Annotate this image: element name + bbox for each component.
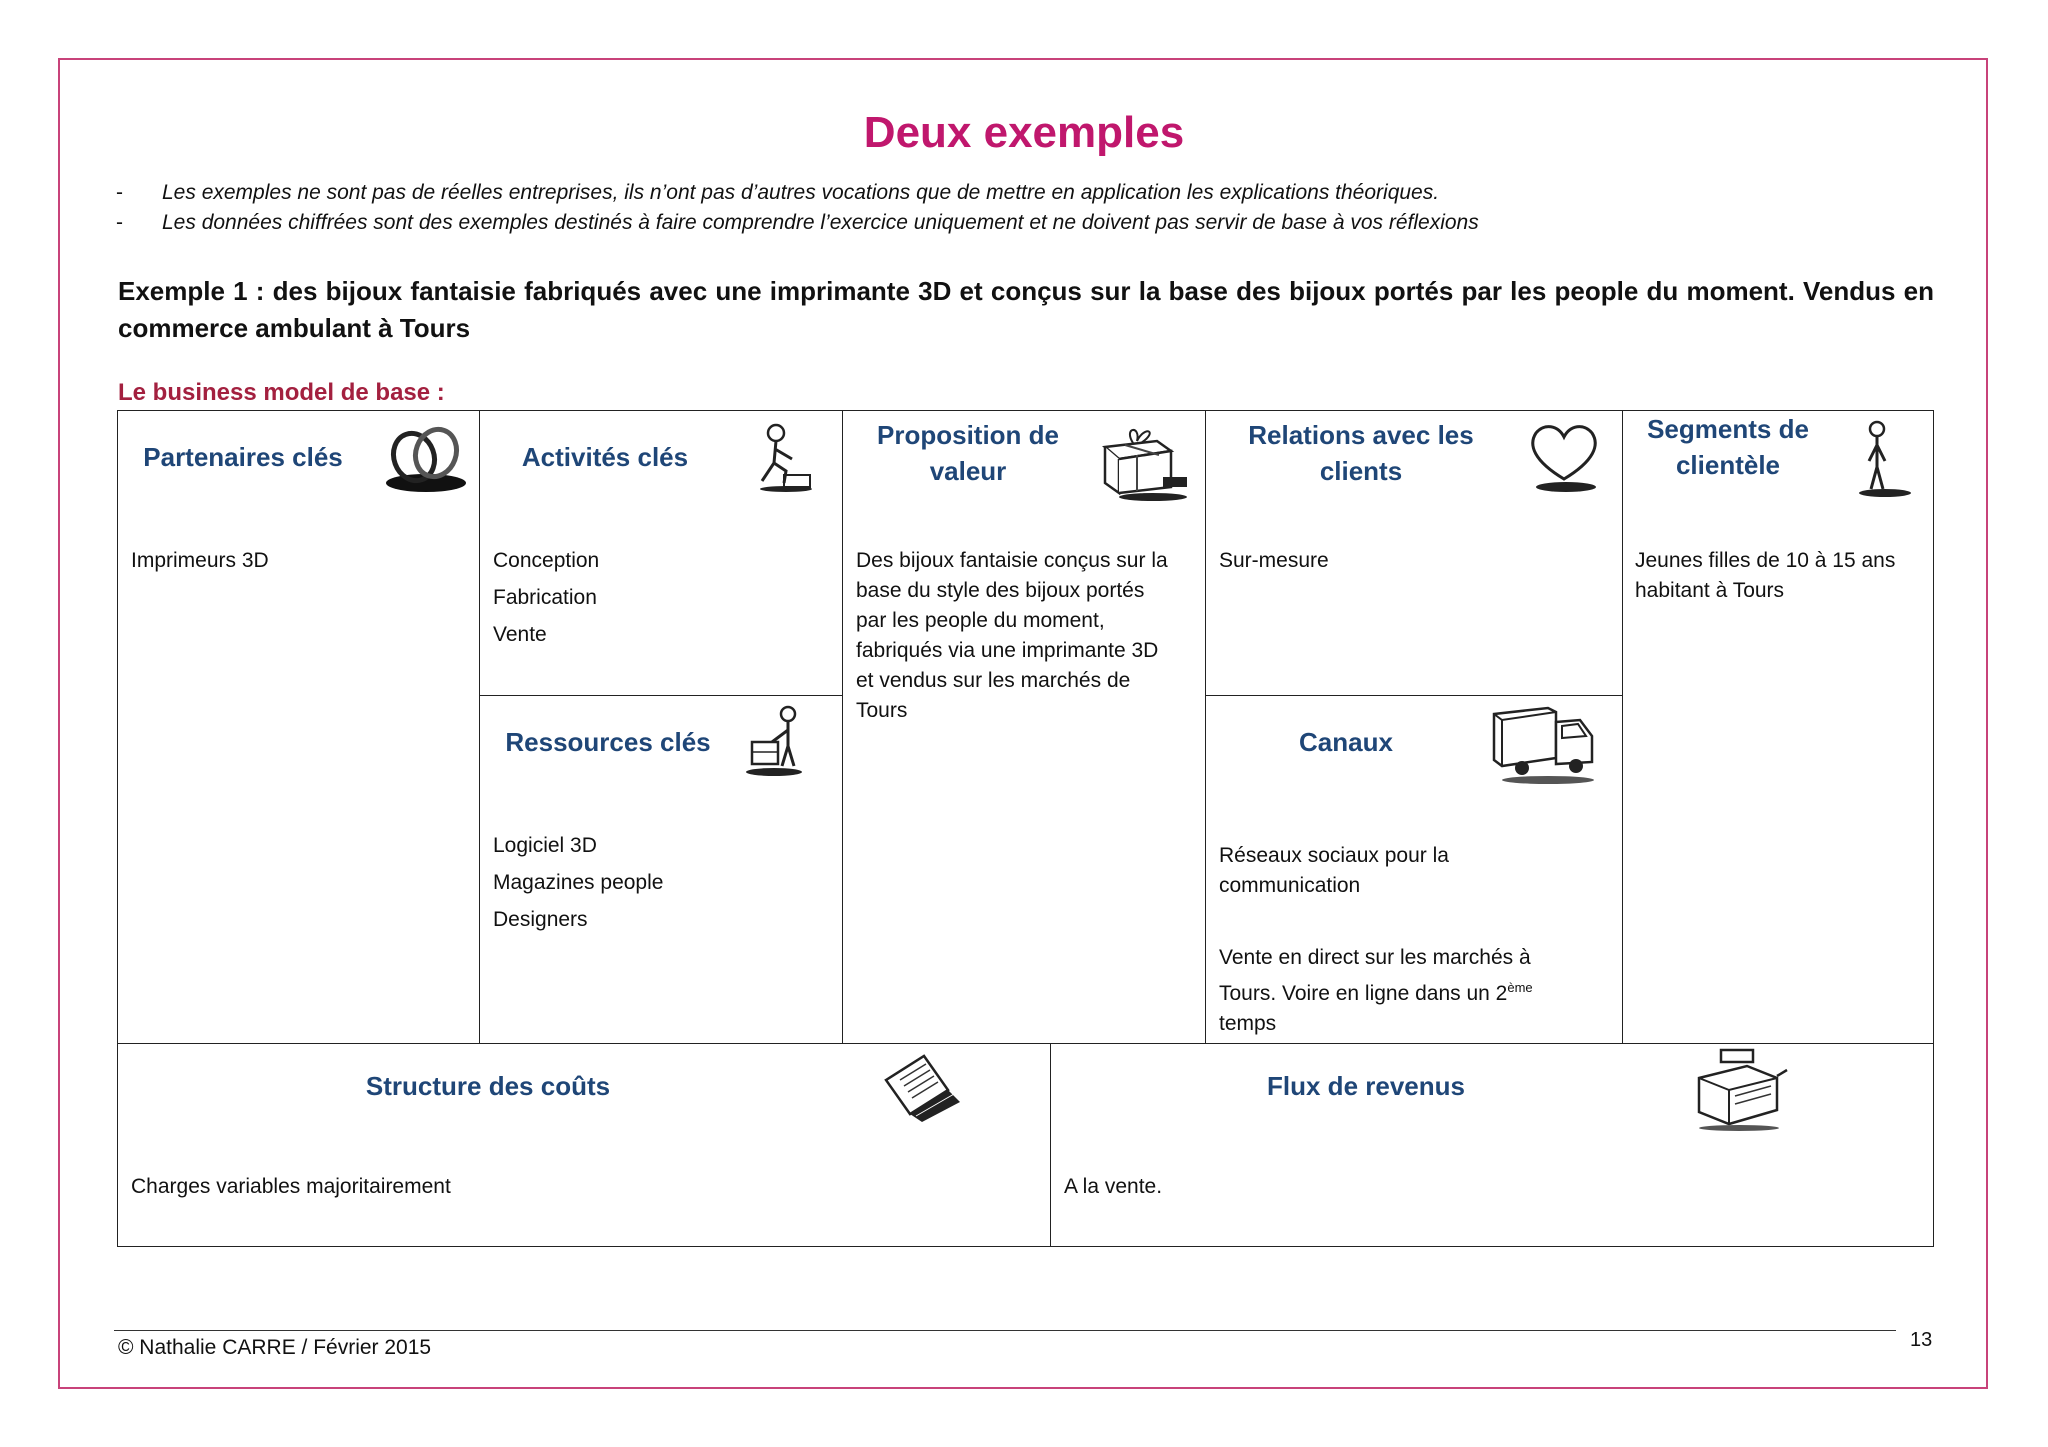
content-line: Charges variables majoritairement bbox=[131, 1175, 451, 1198]
box-content bbox=[1219, 546, 1609, 576]
cash-register-icon bbox=[1691, 1046, 1791, 1132]
person-with-crate-icon bbox=[742, 702, 814, 782]
box-content bbox=[131, 546, 461, 576]
box-title: Ressources clés bbox=[505, 727, 711, 757]
content-line: Sur-mesure bbox=[1219, 549, 1329, 572]
content-line: Imprimeurs 3D bbox=[131, 549, 269, 572]
content-line: Vente en direct sur les marchés à bbox=[1219, 946, 1531, 969]
disclaimer-text: Les données chiffrées sont des exemples destinés à faire comprendre l’exercice uniquement et ne doivent pas servir de base à vos réflexions bbox=[162, 211, 1479, 234]
superscript: ème bbox=[1507, 980, 1533, 995]
content-line: Logiciel 3D bbox=[493, 834, 597, 857]
content-line bbox=[1219, 973, 1609, 1009]
box-title: Canaux bbox=[1299, 727, 1393, 757]
content-line: Jeunes filles de 10 à 15 ans bbox=[1635, 549, 1896, 572]
box-content bbox=[131, 1172, 1011, 1202]
box-content bbox=[493, 542, 823, 653]
box-customer-segments bbox=[1622, 410, 1934, 1044]
content-line: Réseaux sociaux pour la bbox=[1219, 844, 1449, 867]
content-text: Tours. Voire en ligne dans un 2 bbox=[1219, 982, 1508, 1005]
box-content bbox=[856, 546, 1196, 726]
content-line: habitant à Tours bbox=[1635, 579, 1785, 602]
box-content bbox=[1064, 1172, 1904, 1202]
rings-icon bbox=[380, 419, 470, 497]
footer-copyright: © Nathalie CARRE / Février 2015 bbox=[118, 1336, 432, 1359]
disclaimer-text: Les exemples ne sont pas de réelles entreprises, ils n’ont pas d’autres vocations que de mettre en application les explications théoriques. bbox=[162, 181, 1440, 204]
box-key-resources bbox=[479, 695, 843, 1044]
content-line: Des bijoux fantaisie conçus sur la bbox=[856, 549, 1168, 572]
standing-person-icon bbox=[1849, 417, 1915, 501]
box-value-proposition bbox=[842, 410, 1206, 1044]
content-line: Fabrication bbox=[493, 586, 597, 609]
content-line: Conception bbox=[493, 549, 600, 572]
box-title: Relations avec les clients bbox=[1248, 420, 1474, 486]
box-title: Activités clés bbox=[521, 442, 689, 472]
content-line: et vendus sur les marchés de bbox=[856, 669, 1131, 692]
example-heading: Exemple 1 : des bijoux fantaisie fabriqués avec une imprimante 3D et conçus sur la base des bijoux portés par les people du moment. Vendus en commerce ambulant à Tours bbox=[118, 276, 1934, 343]
heart-icon bbox=[1524, 417, 1604, 497]
documents-icon bbox=[876, 1050, 968, 1126]
box-content bbox=[1635, 546, 1925, 606]
content-line: Tours bbox=[856, 699, 908, 722]
business-model-canvas bbox=[117, 410, 1934, 1247]
content-line: Designers bbox=[493, 908, 588, 931]
gift-box-icon bbox=[1097, 417, 1193, 505]
disclaimer-item bbox=[116, 208, 1946, 238]
box-customer-relationships bbox=[1205, 410, 1623, 696]
content-line: base du style des bijoux portés bbox=[856, 579, 1145, 602]
content-line: temps bbox=[1219, 1012, 1277, 1035]
person-working-icon bbox=[746, 419, 818, 495]
content-line: communication bbox=[1219, 874, 1361, 897]
content-line: Magazines people bbox=[493, 871, 664, 894]
box-cost-structure bbox=[117, 1043, 1051, 1247]
content-line: fabriqués via une imprimante 3D bbox=[856, 639, 1159, 662]
box-title: Proposition de valeur bbox=[877, 420, 1059, 486]
page-number: 13 bbox=[1910, 1329, 1933, 1351]
box-content bbox=[1219, 841, 1609, 1039]
page-title: Deux exemples bbox=[863, 108, 1185, 157]
box-channels bbox=[1205, 695, 1623, 1044]
footer-divider bbox=[114, 1330, 1896, 1331]
disclaimer-list bbox=[116, 178, 1946, 238]
box-title: Segments de clientèle bbox=[1647, 414, 1809, 480]
content-line: A la vente. bbox=[1064, 1175, 1163, 1198]
box-content bbox=[493, 827, 823, 938]
bullet-marker: - bbox=[116, 181, 123, 204]
box-key-activities bbox=[479, 410, 843, 696]
box-title: Structure des coûts bbox=[365, 1071, 611, 1101]
section-label: Le business model de base : bbox=[118, 379, 445, 406]
box-key-partners bbox=[117, 410, 480, 1044]
box-title: Partenaires clés bbox=[143, 442, 343, 472]
truck-icon bbox=[1488, 700, 1598, 790]
box-revenue-streams bbox=[1050, 1043, 1934, 1247]
box-title: Flux de revenus bbox=[1267, 1071, 1465, 1101]
disclaimer-item bbox=[116, 178, 1946, 208]
content-line: par les people du moment, bbox=[856, 609, 1105, 632]
content-line: Vente bbox=[493, 623, 547, 646]
bullet-marker: - bbox=[116, 211, 123, 234]
